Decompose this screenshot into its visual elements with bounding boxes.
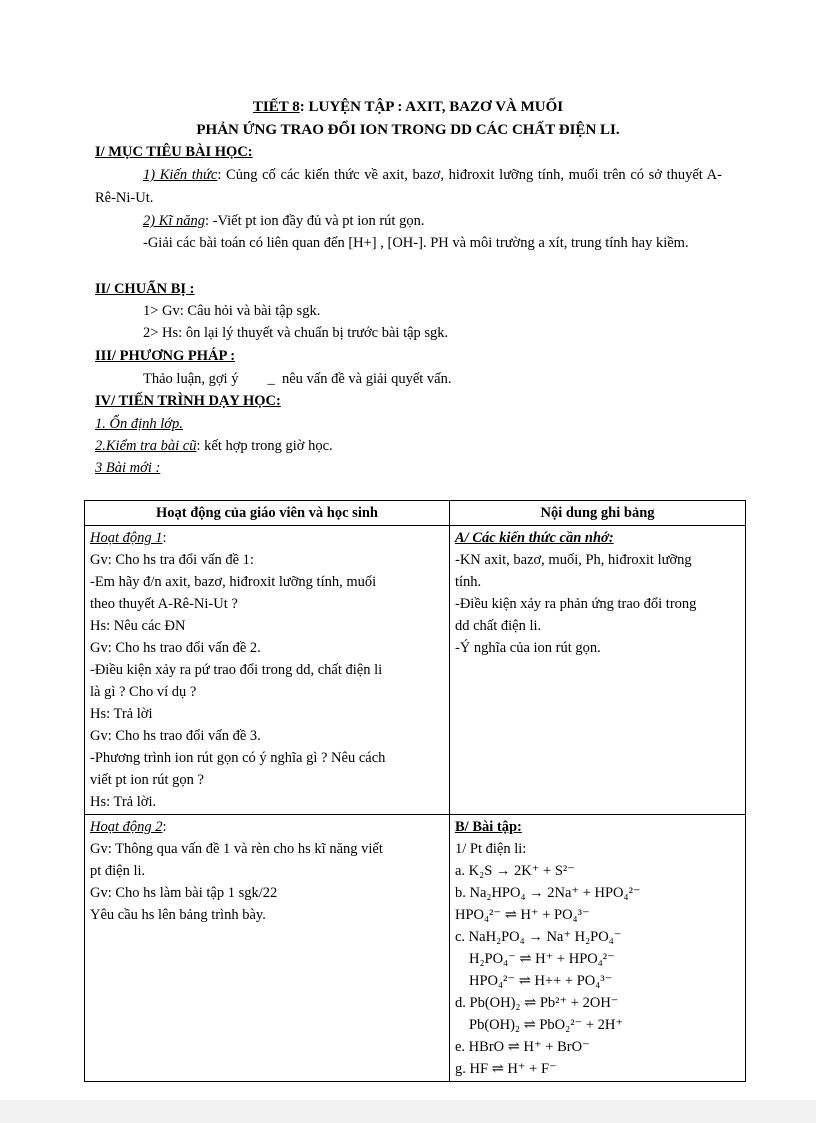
- exercise-subtitle: 1/ Pt điện li:: [455, 841, 527, 857]
- method-text: Thảo luận, gợi ý _ nêu vấn đề và giải quyết vấn.: [143, 371, 452, 387]
- knowledge-summary-line: dd chất điện li.: [455, 618, 542, 634]
- equation-d: d. Pb(OH)₂ ⇌ Pb²⁺ + 2OH⁻: [455, 995, 619, 1011]
- knowledge-label: 1) Kiến thức: [143, 167, 218, 183]
- activity-1-line: -Điều kiện xảy ra pứ trao đổi trong dd, chất điện li: [90, 662, 383, 678]
- knowledge-text: : Củng cố các kiến thức về axit, bazơ, hiđroxit lưỡng tính, muối trên có sở thuyết A-Rê-Ni-Ut.: [95, 167, 722, 206]
- equation-a: a. K₂S → 2K⁺ + S²⁻: [455, 863, 575, 879]
- activity-2-cell: Hoạt động 2: Gv: Thông qua vấn đề 1 và rèn cho hs kĩ năng viết pt điện li. Gv: Cho hs làm bài tập 1 sgk/22 Yêu cầu hs lên bảng trình bày.: [85, 815, 450, 1082]
- table-header-row: [85, 501, 746, 526]
- skill-label: 2) Kĩ năng: [143, 213, 206, 229]
- equation-b: b. Na₂HPO₄ → 2Na⁺ + HPO₄²⁻: [455, 885, 641, 901]
- lesson-table: [84, 500, 746, 1082]
- header-teacher-student: Hoạt động của giáo viên và học sinh: [85, 501, 450, 526]
- header-board-content: Nội dung ghi bảng: [450, 501, 746, 526]
- activity-1-line: Gv: Cho hs trao đổi vấn đề 3.: [90, 728, 261, 744]
- skill-text: : -Viết pt ion đầy đủ và pt ion rút gọn.: [205, 213, 425, 229]
- lesson-subtitle: PHẢN ỨNG TRAO ĐỔI ION TRONG DD CÁC CHẤT ĐIỆN LI.: [196, 122, 620, 138]
- skill-text-2: -Giải các bài toán có liên quan đến [H+] , [OH-]. PH và môi trường a xít, trung tính hay kiềm.: [143, 235, 689, 251]
- activity-2-line: pt điện li.: [90, 863, 146, 879]
- table-row: [85, 815, 746, 1082]
- activity-1-line: viết pt ion rút gọn ?: [90, 772, 204, 788]
- equation-g: g. HF ⇌ H⁺ + F⁻: [455, 1061, 557, 1077]
- section-2-heading: II/ CHUẨN BỊ :: [95, 281, 195, 297]
- activity-1-line: Hs: Trả lời.: [90, 794, 157, 810]
- activity-1-title: Hoạt động 1: [90, 530, 163, 546]
- step-2: [95, 435, 333, 458]
- step-2-label: 2.Kiểm tra bài cũ: [95, 438, 197, 454]
- exercise-cell: [450, 815, 746, 1082]
- equation-d2: Pb(OH)₂ ⇌ PbO₂²⁻ + 2H⁺: [469, 1017, 624, 1033]
- activity-1-line: Gv: Cho hs tra đổi vấn đề 1:: [90, 552, 254, 568]
- equation-e: e. HBrO ⇌ H⁺ + BrO⁻: [455, 1039, 590, 1055]
- activity-2-line: Yêu cầu hs lên bảng trình bày.: [90, 907, 266, 923]
- step-2-text: : kết hợp trong giờ học.: [196, 438, 333, 454]
- lesson-number: TIẾT 8: [252, 99, 300, 115]
- page-bottom-strip: [0, 1100, 816, 1123]
- knowledge-summary-cell: [450, 526, 746, 815]
- activity-2-title: Hoạt động 2: [90, 819, 163, 835]
- table-row: [85, 526, 746, 815]
- activity-1-line: Hs: Nêu các ĐN: [90, 618, 186, 634]
- exercise-title: B/ Bài tập:: [455, 819, 522, 835]
- lesson-title-text: : LUYỆN TẬP : AXIT, BAZƠ VÀ MUỐI: [299, 99, 564, 115]
- section-1-heading: I/ MỤC TIÊU BÀI HỌC:: [95, 144, 253, 160]
- equation-c: c. NaH₂PO₄ → Na⁺ H₂PO₄⁻: [455, 929, 622, 945]
- activity-1-line: Hs: Trả lời: [90, 706, 153, 722]
- activity-2-line: Gv: Thông qua vấn đề 1 và rèn cho hs kĩ năng viết: [90, 841, 383, 857]
- knowledge-summary-line: -Điều kiện xảy ra phản ứng trao đổi trong: [455, 596, 697, 612]
- prep-hs: 2> Hs: ôn lại lý thuyết và chuẩn bị trước bài tập sgk.: [143, 325, 449, 341]
- prep-gv: 1> Gv: Câu hỏi và bài tập sgk.: [143, 303, 321, 319]
- step-3: 3 Bài mới :: [95, 460, 161, 476]
- activity-1-line: theo thuyết A-Rê-Ni-Ut ?: [90, 596, 238, 612]
- knowledge-paragraph: [95, 164, 722, 209]
- activity-1-line: Gv: Cho hs trao đổi vấn đề 2.: [90, 640, 261, 656]
- section-3-heading: III/ PHƯƠNG PHÁP :: [95, 348, 236, 364]
- lesson-title: [0, 96, 816, 119]
- activity-1-cell: Hoạt động 1: Gv: Cho hs tra đổi vấn đề 1: -Em hãy đ/n axit, bazơ, hiđroxit lưỡng tính, muối theo thuyết A-Rê-Ni-Ut ? Hs: Nêu các ĐN Gv: Cho hs trao đổi vấn đề 2. -Điều kiện xảy ra pứ trao đổi trong dd, chất điện li là gì ? Cho ví dụ ? Hs: Trả lời Gv: Cho hs trao đổi vấn đề 3. -Phương trình ion rút gọn có ý nghĩa gì ? Nêu cách viết pt ion rút gọn ? Hs: Trả lời.: [85, 526, 450, 815]
- section-4-heading: IV/ TIẾN TRÌNH DẠY HỌC:: [95, 393, 281, 409]
- knowledge-summary-title: A/ Các kiến thức cần nhớ:: [455, 530, 614, 546]
- activity-1-line: -Em hãy đ/n axit, bazơ, hiđroxit lưỡng tính, muối: [90, 574, 377, 590]
- knowledge-summary-line: -KN axit, bazơ, muối, Ph, hiđroxit lưỡng: [455, 552, 692, 568]
- equation-c3: HPO₄²⁻ ⇌ H++ + PO₄³⁻: [469, 973, 613, 989]
- step-1: 1. Ổn định lớp.: [95, 416, 183, 432]
- equation-b2: HPO₄²⁻ ⇌ H⁺ + PO₄³⁻: [455, 907, 590, 923]
- activity-1-line: là gì ? Cho ví dụ ?: [90, 684, 197, 700]
- activity-1-line: -Phương trình ion rút gọn có ý nghĩa gì ? Nêu cách: [90, 750, 386, 766]
- knowledge-summary-line: tính.: [455, 574, 482, 590]
- equation-c2: H₂PO₄⁻ ⇌ H⁺ + HPO₄²⁻: [469, 951, 615, 967]
- activity-2-line: Gv: Cho hs làm bài tập 1 sgk/22: [90, 885, 278, 901]
- skill-line: [143, 210, 424, 233]
- knowledge-summary-line: -Ý nghĩa của ion rút gọn.: [455, 640, 601, 656]
